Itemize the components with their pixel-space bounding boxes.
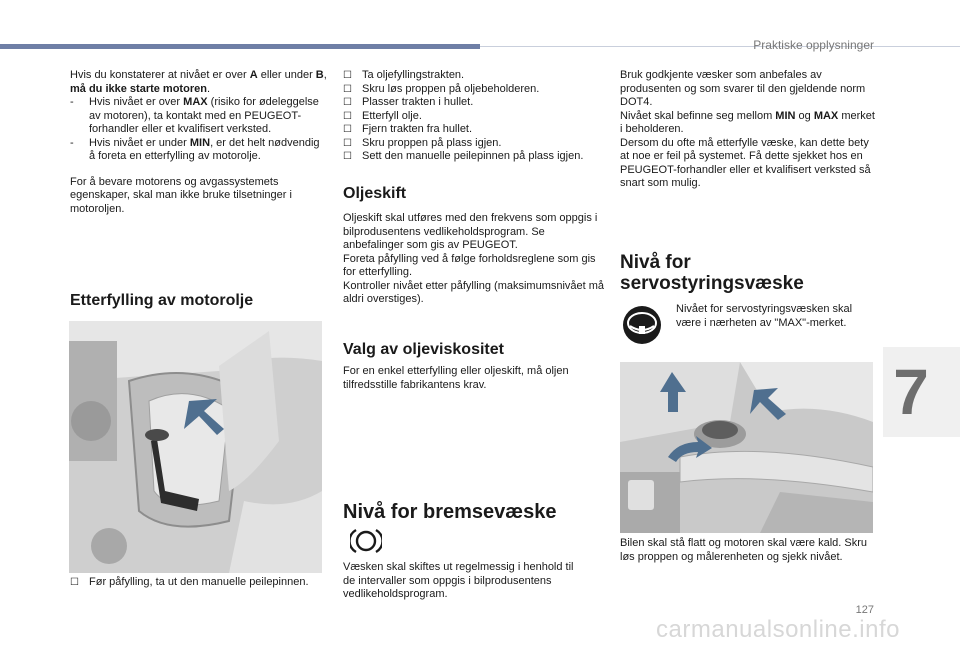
watermark: carmanualsonline.info (656, 616, 900, 643)
steering-wheel-icon (621, 304, 663, 346)
warning-text: må du ikke starte motoren (70, 82, 207, 95)
oil-change-heading: Oljeskift (343, 185, 407, 202)
steering-fluid-heading: Nivå for servostyringsvæske (620, 252, 804, 294)
level-sentence: Nivået skal befinne seg mellom MIN og MAX merket i beholderen. (620, 109, 875, 135)
list-item: ☐ Etterfyll olje. (343, 109, 422, 122)
engine-oil-filler-photo (69, 321, 322, 573)
additive-paragraph: For å bevare motorens og avgassystemets egenskaper, skal man ikke bruke tilsetninger i motoroljen. (70, 175, 292, 215)
list-item: ☐ Skru løs proppen på oljebeholderen. (343, 82, 540, 95)
list-item: - Hvis nivået er under MIN, er det helt nødvendig å foreta en etterfylling av motorolje. (70, 136, 320, 162)
steering-reservoir-photo (620, 362, 873, 533)
header-bar (0, 44, 480, 49)
list-item: ☐ Ta oljefyllingstrakten. (343, 69, 465, 81)
chapter-number: 7 (893, 356, 929, 428)
viscosity-heading: Valg av oljeviskositet (343, 341, 504, 358)
viscosity-text: For en enkel etterfylling eller oljeskift, må oljen tilfredsstille fabrikantens krav. (343, 365, 569, 391)
list-item: ☐ Plasser trakten i hullet. (343, 96, 474, 108)
brake-text: Væsken skal skiftes ut regelmessig i henhold til de intervaller som oppgis i bilprodusentens vedlikeholdsprogram. (343, 561, 574, 600)
page-number: 127 (855, 604, 874, 616)
header-rule (480, 46, 960, 47)
column-2 (343, 69, 605, 164)
column-1-bullet (70, 576, 328, 590)
column-3: Bruk godkjente væsker som anbefales av produsenten og som svarer til den gjeldende norm DOT4. Nivået skal befinne seg mellom MIN og MAX merket i beholderen. Dersom du ofte må etterfylle væske, kan dette bety at noe er feil på systemet. Få dette sjekket hos en PEUGEOT-forhandler eller et kvalifisert verksted så snart som mulig. (620, 69, 878, 191)
list-item: ☐ Før påfylling, ta ut den manuelle peilepinnen. (70, 576, 309, 588)
engine-illustration (69, 321, 322, 573)
list-item: ☐ Fjern trakten fra hullet. (343, 123, 473, 135)
list-item: - Hvis nivået er over MAX (risiko for ødeleggelse av motoren), ta kontakt med en PEUGEOT-forhandler eller et kvalifisert verksted. (70, 96, 319, 135)
list-item: ☐ Sett den manuelle peilepinnen på plass igjen. (343, 150, 584, 162)
list-item: ☐ Skru proppen på plass igjen. (343, 136, 502, 149)
oil-change-text: Oljeskift skal utføres med den frekvens som oppgis i bilprodusentens vedlikeholdsprogram. Se anbefalinger som gis av PEUGEOT. Foreta påfylling ved å følge forholdsreglene som gis for etterfylling. Kontroller nivået etter påfylling (maksimumsnivået må aldri overstiges). (343, 212, 605, 305)
steering-text: Nivået for servostyringsvæsken skal være i nærheten av "MAX"-merket. (676, 303, 853, 329)
reservoir-illustration (620, 362, 873, 533)
brake-fluid-heading: Nivå for bremsevæske (343, 501, 557, 523)
steering-caption: Bilen skal stå flatt og motoren skal være kald. Skru løs proppen og målerenheten og sjekk nivået. (620, 537, 867, 563)
section-title: Praktiske opplysninger (753, 38, 874, 52)
intro-paragraph: Hvis du konstaterer at nivået er over A eller under B, må du ikke starte motoren. (70, 69, 327, 95)
refill-heading: Etterfylling av motorolje (70, 292, 254, 309)
brake-warning-icon (350, 526, 382, 556)
column-1 (70, 69, 328, 216)
